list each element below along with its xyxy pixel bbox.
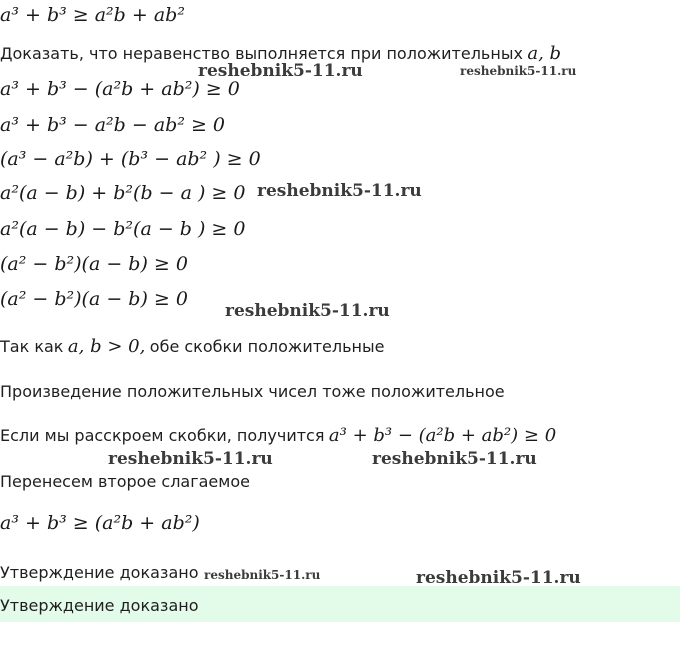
move-text: Перенесем второе слагаемое bbox=[0, 472, 250, 491]
final-math: a³ + b³ ≥ (a²b + ab²) bbox=[0, 512, 200, 534]
math-step-5: a²(a − b) − b²(a − b ) ≥ 0 bbox=[0, 218, 246, 240]
expand-prefix: Если мы расскроем скобки, получится bbox=[0, 426, 325, 445]
since-math: a, b > 0, bbox=[67, 336, 146, 357]
math-step-0: a³ + b³ ≥ a²b + ab² bbox=[0, 4, 185, 26]
result-banner-text: Утверждение доказано bbox=[0, 596, 199, 615]
since-line bbox=[0, 336, 384, 357]
watermark: reshebnik5-11.ru bbox=[198, 61, 363, 81]
math-step-1: a³ + b³ − (a²b + ab²) ≥ 0 bbox=[0, 78, 240, 100]
watermark: reshebnik5-11.ru bbox=[416, 568, 581, 588]
expand-math: a³ + b³ − (a²b + ab²) ≥ 0 bbox=[328, 425, 557, 446]
since-prefix: Так как bbox=[0, 337, 64, 356]
watermark: reshebnik5-11.ru bbox=[204, 568, 321, 582]
watermark: reshebnik5-11.ru bbox=[225, 301, 390, 321]
intro-text: Доказать, что неравенство выполняется при положительных bbox=[0, 44, 523, 63]
watermark: reshebnik5-11.ru bbox=[108, 449, 273, 469]
math-step-4: a²(a − b) + b²(b − a ) ≥ 0 bbox=[0, 182, 246, 204]
watermark: reshebnik5-11.ru bbox=[257, 181, 422, 201]
watermark: reshebnik5-11.ru bbox=[460, 64, 577, 78]
result-banner bbox=[0, 586, 680, 622]
math-step-3: (a³ − a²b) + (b³ − ab² ) ≥ 0 bbox=[0, 148, 261, 170]
product-text: Произведение положительных чисел тоже положительное bbox=[0, 382, 505, 401]
watermark: reshebnik5-11.ru bbox=[372, 449, 537, 469]
intro-vars: a, b bbox=[527, 43, 562, 64]
math-step-6: (a² − b²)(a − b) ≥ 0 bbox=[0, 253, 188, 275]
math-step-2: a³ + b³ − a²b − ab² ≥ 0 bbox=[0, 114, 226, 136]
math-step-7: (a² − b²)(a − b) ≥ 0 bbox=[0, 288, 188, 310]
expand-line bbox=[0, 425, 556, 446]
proved-text: Утверждение доказано bbox=[0, 563, 199, 582]
since-suffix: обе скобки положительные bbox=[149, 337, 385, 356]
